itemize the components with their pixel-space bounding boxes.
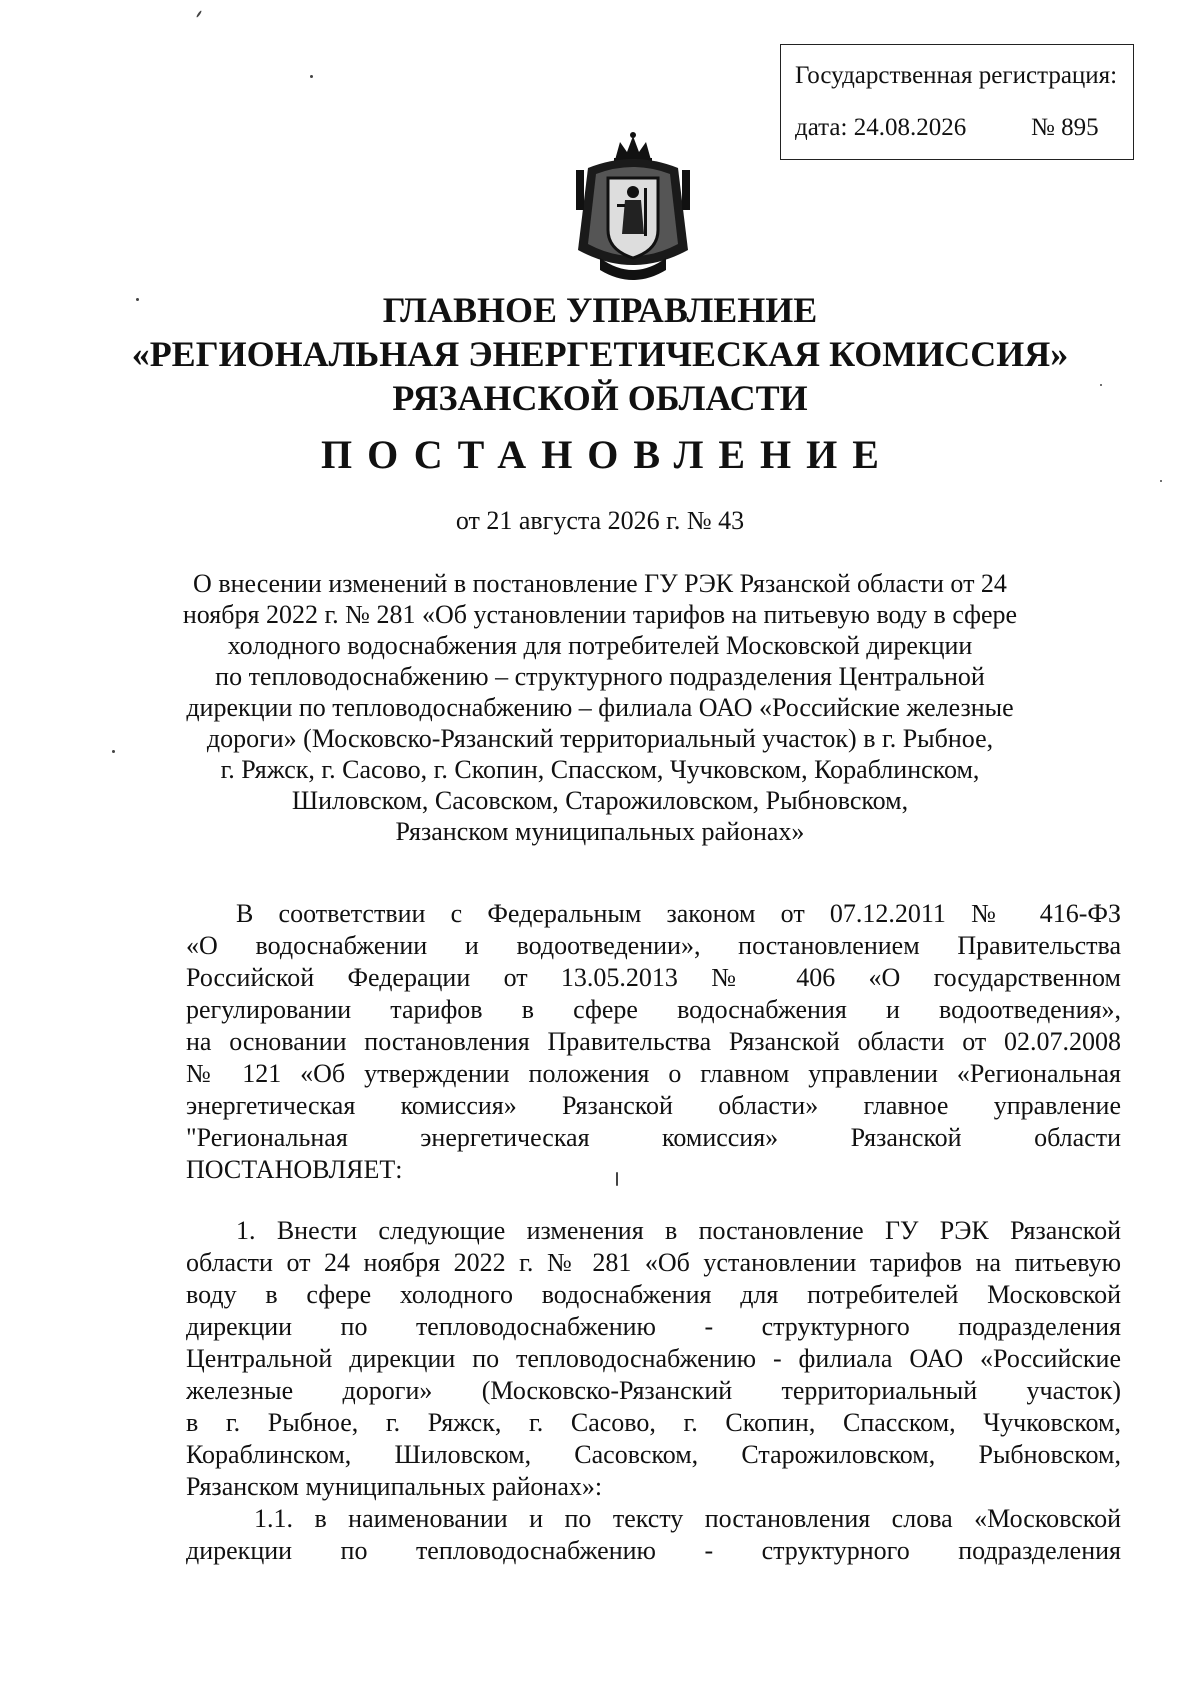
body-line: Российской Федерации от 13.05.2013 № 406 «О государственном (186, 963, 1121, 992)
body-line: на основании постановления Правительства Рязанской области от 02.07.2008 (186, 1027, 1121, 1056)
item-1-paragraph (186, 1215, 1121, 1567)
organization-name (0, 288, 1200, 420)
registration-number: № 895 (1031, 114, 1099, 141)
body-line: Кораблинском, Шиловском, Сасовском, Старожиловском, Рыбновском, (186, 1440, 1121, 1469)
registration-label: Государственная регистрация: (795, 62, 1118, 89)
subject-line: О внесении изменений в постановление ГУ РЭК Рязанской области от 24 (193, 569, 1007, 598)
body-line: В соответствии с Федеральным законом от 07.12.2011 № 416-ФЗ (236, 899, 1121, 928)
body-line: железные дороги» (Московско-Рязанский территориальный участок) (186, 1376, 1121, 1405)
body-line: области от 24 ноября 2022 г. № 281 «Об установлении тарифов на питьевую (186, 1248, 1121, 1277)
subject-line: г. Ряжск, г. Сасово, г. Скопин, Спасском, Чучковском, Кораблинском, (220, 755, 980, 784)
body-line: "Региональная энергетическая комиссия» Рязанской области (186, 1123, 1121, 1152)
body-line: «О водоснабжении и водоотведении», постановлением Правительства (186, 931, 1121, 960)
subject-line: Шиловском, Сасовском, Старожиловском, Рыбновском, (291, 786, 909, 815)
item-1-1-line: 1.1. в наименовании и по тексту постановления слова «Московской (254, 1504, 1121, 1533)
body-line: 1. Внести следующие изменения в постановление ГУ РЭК Рязанской (236, 1216, 1121, 1245)
body-line-resolves: ПОСТАНОВЛЯЕТ: (186, 1155, 403, 1184)
subject-line: по тепловодоснабжению – структурного подразделения Центральной (215, 662, 985, 691)
org-line: РЯЗАНСКОЙ ОБЛАСТИ (392, 378, 808, 418)
body-line: дирекции по тепловодоснабжению - структурного подразделения (186, 1312, 1121, 1341)
registration-box (780, 44, 1134, 160)
body-line: воду в сфере холодного водоснабжения для потребителей Московской (186, 1280, 1121, 1309)
item-1-1-line: дирекции по тепловодоснабжению - структурного подразделения (186, 1536, 1121, 1565)
body-line: регулировании тарифов в сфере водоснабжения и водоотведения», (186, 995, 1121, 1024)
ryazan-coat-of-arms-icon (570, 130, 696, 290)
subject-line: дирекции по тепловодоснабжению – филиала ОАО «Российские железные (186, 693, 1014, 722)
preamble-paragraph (186, 898, 1121, 1186)
body-line: Центральной дирекции по тепловодоснабжению - филиала ОАО «Российские (186, 1344, 1121, 1373)
document-date-number: от 21 августа 2026 г. № 43 (455, 506, 745, 535)
subject-line: холодного водоснабжения для потребителей Московской дирекции (227, 631, 973, 660)
resolution-subject (0, 568, 1200, 847)
body-line: Рязанском муниципальных районах»: (186, 1472, 603, 1501)
subject-line: ноября 2022 г. № 281 «Об установлении тарифов на питьевую воду в сфере (182, 600, 1018, 629)
body-line: энергетическая комиссия» Рязанской области» главное управление (186, 1091, 1121, 1120)
org-line: ГЛАВНОЕ УПРАВЛЕНИЕ (382, 290, 818, 330)
registration-date: дата: 24.08.2026 (795, 114, 967, 141)
body-line: в г. Рыбное, г. Ряжск, г. Сасово, г. Скопин, Спасском, Чучковском, (186, 1408, 1121, 1437)
subject-line: Рязанском муниципальных районах» (395, 817, 805, 846)
body-line: № 121 «Об утверждении положения о главном управлении «Региональная (186, 1059, 1121, 1088)
subject-line: дороги» (Московско-Рязанский территориальный участок) в г. Рыбное, (206, 724, 994, 753)
org-line: «РЕГИОНАЛЬНАЯ ЭНЕРГЕТИЧЕСКАЯ КОМИССИЯ» (131, 334, 1069, 374)
document-type: ПОСТАНОВЛЕНИЕ (321, 432, 894, 477)
